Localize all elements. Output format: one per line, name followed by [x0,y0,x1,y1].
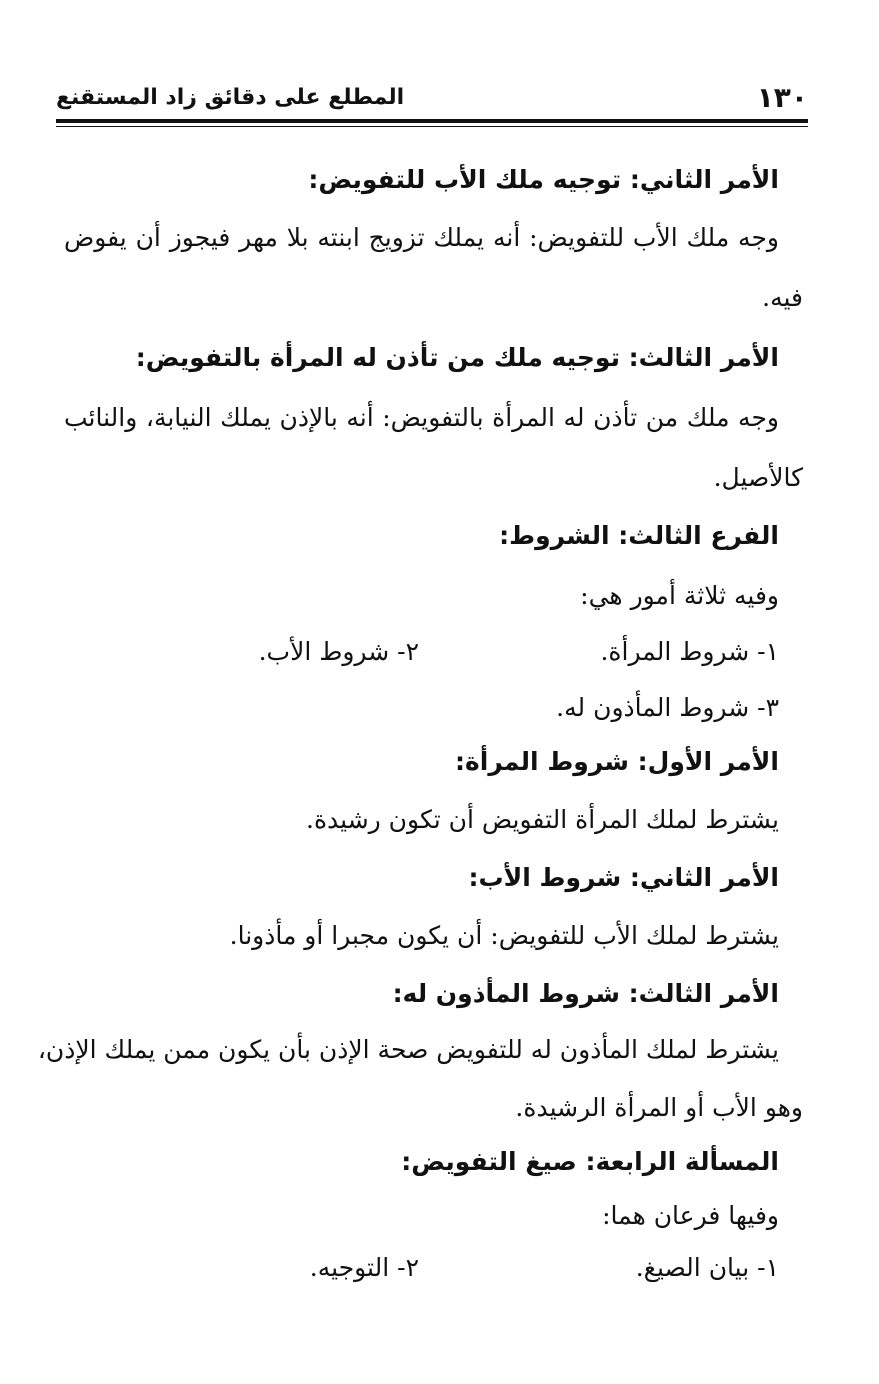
heading-second-matter-father: الأمر الثاني: توجيه ملك الأب للتفويض: [308,165,779,194]
paragraph-line: فيه. [762,283,803,312]
list-item: ١- بيان الصيغ. [635,1253,779,1282]
page-header [56,78,808,118]
header-rule-thin [56,126,808,127]
paragraph-line: يشترط لملك الأب للتفويض: أن يكون مجبرا أو مأذونا. [229,921,779,950]
paragraph-line: وفيه ثلاثة أمور هي: [580,581,779,610]
heading-third-matter-permitted: الأمر الثالث: توجيه ملك من تأذن له المرأة بالتفويض: [135,343,779,372]
list-item: ٢- التوجيه. [309,1253,419,1282]
paragraph-line: كالأصيل. [713,463,803,492]
heading-fourth-issue-formulas: المسألة الرابعة: صيغ التفويض: [401,1147,779,1176]
page-number: ١٣٠ [756,81,808,114]
paragraph-line: وهو الأب أو المرأة الرشيدة. [515,1093,803,1122]
heading-second-matter-father-conditions: الأمر الثاني: شروط الأب: [468,863,779,892]
paragraph-line: يشترط لملك المأذون له للتفويض صحة الإذن بأن يكون ممن يملك الإذن، [37,1035,779,1064]
list-item: ١- شروط المرأة. [600,637,779,666]
header-rule-thick [56,119,808,123]
paragraph-line: يشترط لملك المرأة التفويض أن تكون رشيدة. [306,805,779,834]
paragraph-line: وجه ملك من تأذن له المرأة بالتفويض: أنه بالإذن يملك النيابة، والنائب [64,403,779,432]
running-title: المطلع على دقائق زاد المستقنع [56,85,405,110]
heading-third-matter-permitted-conditions: الأمر الثالث: شروط المأذون له: [392,979,779,1008]
heading-third-branch-conditions: الفرع الثالث: الشروط: [499,521,779,550]
paragraph-line: وجه ملك الأب للتفويض: أنه يملك تزويج ابنته بلا مهر فيجوز أن يفوض [64,223,779,252]
list-item: ٢- شروط الأب. [258,637,419,666]
heading-first-matter-woman: الأمر الأول: شروط المرأة: [455,747,779,776]
paragraph-line: وفيها فرعان هما: [602,1201,779,1230]
list-item: ٣- شروط المأذون له. [556,693,779,722]
